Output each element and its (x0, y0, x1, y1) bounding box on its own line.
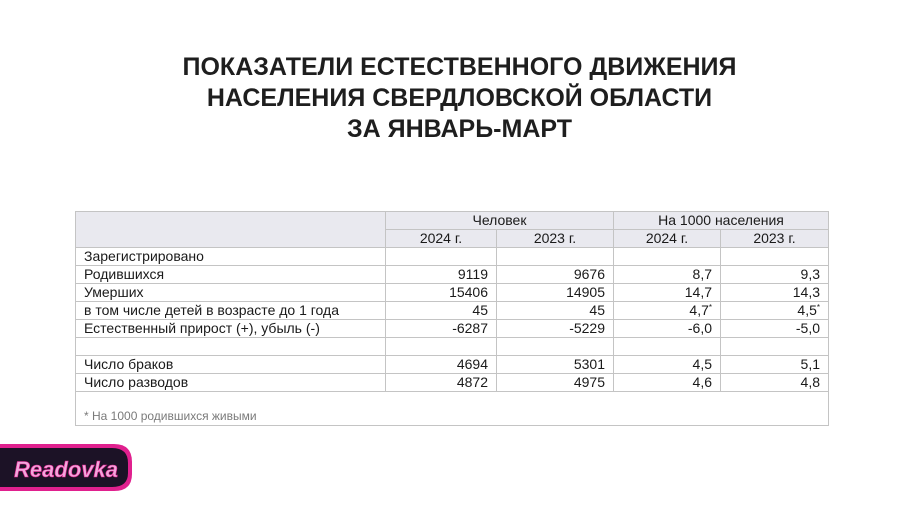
cell-c4 (721, 266, 829, 284)
cell-value: 45 (472, 302, 488, 318)
cell-c1 (386, 374, 497, 392)
row-label: Число браков (76, 356, 386, 374)
cell-value: 9,3 (800, 266, 820, 282)
cell-value: 8,7 (692, 266, 712, 282)
cell-value: 4,5 (797, 302, 817, 318)
footnote: * На 1000 родившихся живыми (84, 409, 257, 423)
cell-c2 (497, 374, 614, 392)
cell-c4 (721, 248, 829, 266)
header-year-2023: 2023 г. (497, 230, 614, 248)
stats-table (75, 211, 829, 426)
title-line-2: НАСЕЛЕНИЯ СВЕРДЛОВСКОЙ ОБЛАСТИ (206, 84, 713, 112)
row-label: Естественный прирост (+), убыль (-) (76, 320, 386, 338)
cell-c4 (721, 374, 829, 392)
cell-value: 9119 (457, 266, 488, 282)
table-row (76, 302, 829, 320)
footnote-mark: * (816, 303, 820, 312)
cell-c3 (614, 356, 721, 374)
header-year-2024-rate: 2024 г. (614, 230, 721, 248)
title-line-3: ЗА ЯНВАРЬ-МАРТ (346, 115, 572, 143)
cell-value: 14,7 (684, 284, 712, 300)
table-row (76, 320, 829, 338)
header-corner (76, 212, 386, 248)
cell-value: -6,0 (687, 320, 712, 336)
page-title (0, 52, 919, 145)
cell-c3 (614, 248, 721, 266)
header-year-2023-rate: 2023 г. (721, 230, 829, 248)
cell-c4 (721, 320, 829, 338)
cell-value: 14905 (566, 284, 605, 300)
header-row-groups (76, 212, 829, 230)
table-row (76, 284, 829, 302)
cell-c3 (614, 320, 721, 338)
cell-value: 4,6 (692, 374, 712, 390)
row-label: Родившихся (76, 266, 386, 284)
readovka-logo (0, 440, 136, 495)
cell-c1 (386, 266, 497, 284)
cell-value: 4694 (456, 356, 488, 372)
table-row (76, 356, 829, 374)
cell-value: 45 (589, 302, 605, 318)
header-year-2024: 2024 г. (386, 230, 497, 248)
cell-c1 (386, 320, 497, 338)
cell-value: -5229 (569, 320, 605, 336)
table-row (76, 266, 829, 284)
cell-c4 (721, 284, 829, 302)
cell-c2 (497, 248, 614, 266)
cell-c4 (721, 356, 829, 374)
title-line-1: ПОКАЗАТЕЛИ ЕСТЕСТВЕННОГО ДВИЖЕНИЯ (182, 53, 737, 81)
cell-c1 (386, 356, 497, 374)
cell-c3 (614, 266, 721, 284)
table-row (76, 374, 829, 392)
cell-value: 4872 (456, 374, 488, 390)
cell-value: 4975 (573, 374, 605, 390)
row-label: в том числе детей в возрасте до 1 года (76, 302, 386, 320)
cell-value: -6287 (452, 320, 488, 336)
cell-c2 (497, 356, 614, 374)
logo-text: Readovka (14, 457, 118, 482)
cell-value: 4,5 (692, 356, 712, 372)
cell-c1 (386, 302, 497, 320)
header-group-persons: Человек (386, 212, 614, 230)
cell-c3 (614, 374, 721, 392)
cell-c2 (497, 284, 614, 302)
cell-c4 (721, 302, 829, 320)
row-label: Умерших (76, 284, 386, 302)
cell-c2 (497, 302, 614, 320)
row-label: Число разводов (76, 374, 386, 392)
footnote-mark: * (708, 303, 712, 312)
header-group-per-1000: На 1000 населения (614, 212, 829, 230)
cell-value: 5,1 (800, 356, 820, 372)
footnote-row (76, 392, 829, 426)
row-label: Зарегистрировано (76, 248, 386, 266)
cell-value: 4,8 (800, 374, 820, 390)
cell-c3 (614, 302, 721, 320)
cell-c1 (386, 248, 497, 266)
table-row (76, 248, 829, 266)
spacer-row (76, 338, 829, 356)
cell-c3 (614, 284, 721, 302)
cell-value: 4,7 (689, 302, 709, 318)
cell-value: 9676 (573, 266, 605, 282)
cell-c2 (497, 320, 614, 338)
cell-c1 (386, 284, 497, 302)
cell-value: 15406 (449, 284, 488, 300)
cell-value: 5301 (573, 356, 605, 372)
cell-value: -5,0 (795, 320, 820, 336)
cell-value: 14,3 (792, 284, 820, 300)
cell-c2 (497, 266, 614, 284)
